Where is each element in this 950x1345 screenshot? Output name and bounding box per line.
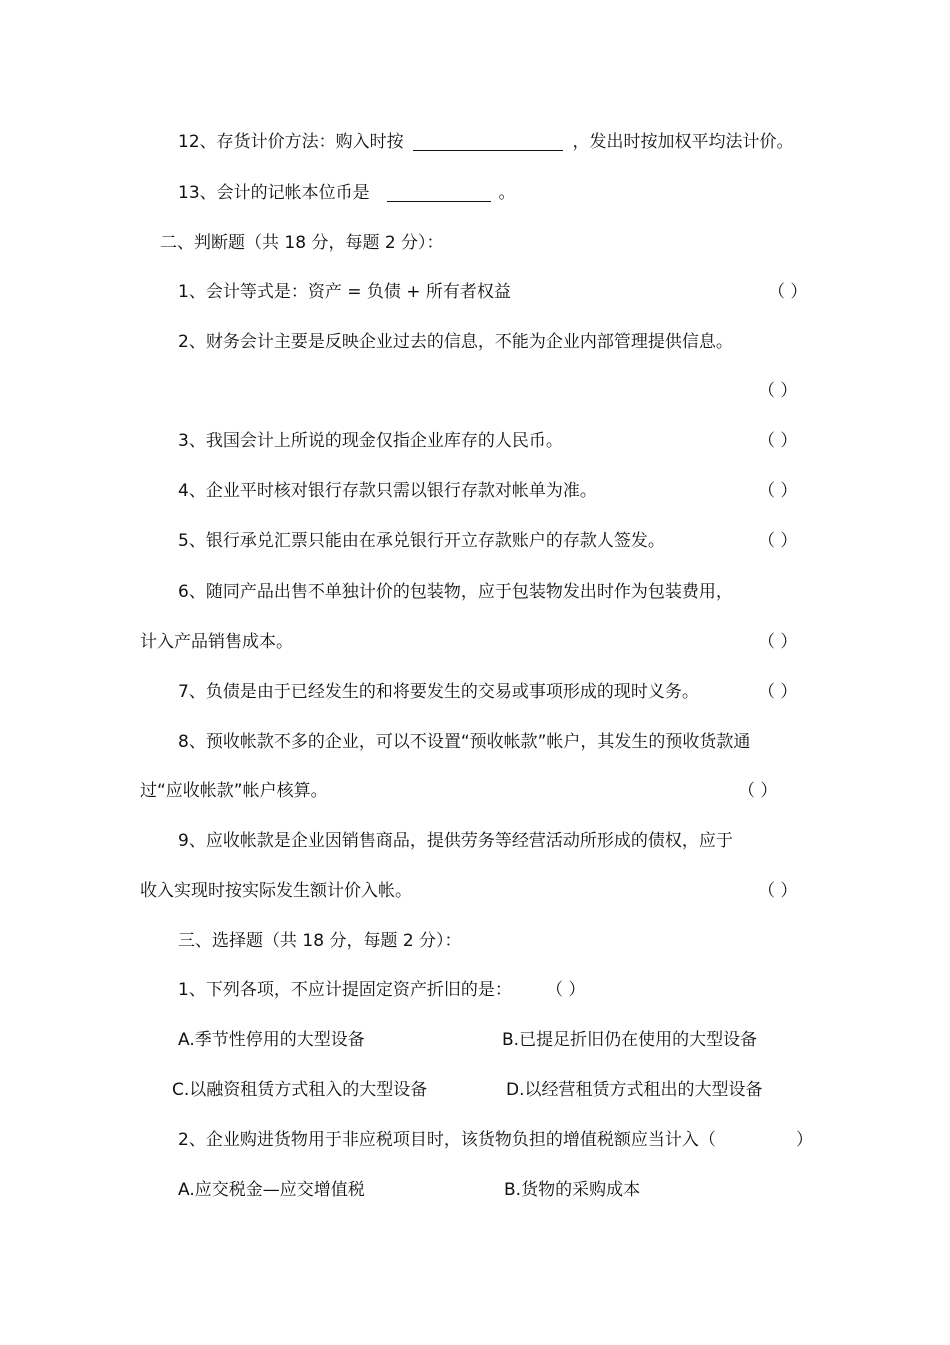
answer-parenthesis[interactable]: （ ） [768, 282, 808, 302]
question-12-text-after: ，发出时按加权平均法计价。 [572, 132, 794, 152]
choice-1-option-c[interactable]: C.以融资租赁方式租入的大型设备 [172, 1080, 428, 1100]
judgment-item-1: 1、会计等式是：资产 = 负债 + 所有者权益 [178, 282, 511, 302]
choice-1-option-d[interactable]: D.以经营租赁方式租出的大型设备 [506, 1080, 763, 1100]
judgment-item-2: 2、财务会计主要是反映企业过去的信息，不能为企业内部管理提供信息。 [178, 332, 733, 352]
answer-parenthesis[interactable]: （ ） [758, 632, 798, 652]
choice-question-2: 2、企业购进货物用于非应税项目时，该货物负担的增值税额应当计入（ [178, 1130, 716, 1150]
judgment-item-4: 4、企业平时核对银行存款只需以银行存款对帐单为准。 [178, 481, 597, 501]
choice-2-option-a[interactable]: A.应交税金—应交增值税 [178, 1180, 365, 1200]
question-12 [178, 131, 793, 153]
answer-parenthesis[interactable]: （ ） [758, 381, 798, 401]
section-heading-judgment: 二、判断题（共 18 分，每题 2 分）： [160, 233, 444, 253]
answer-parenthesis[interactable]: （ ） [758, 682, 798, 702]
judgment-item-8-continued: 过“应收帐款”帐户核算。 [140, 781, 328, 801]
section-heading-choice: 三、选择题（共 18 分，每题 2 分）： [178, 931, 462, 951]
question-13 [178, 182, 515, 204]
judgment-item-6: 6、随同产品出售不单独计价的包装物，应于包装物发出时作为包装费用， [178, 582, 733, 602]
answer-parenthesis[interactable]: （ ） [758, 481, 798, 501]
question-12-text-before: 12、存货计价方法：购入时按 [178, 132, 404, 152]
judgment-item-3: 3、我国会计上所说的现金仅指企业库存的人民币。 [178, 431, 563, 451]
choice-question-1: 1、下列各项，不应计提固定资产折旧的是： [178, 980, 512, 1000]
answer-blank[interactable] [413, 132, 563, 151]
question-13-text-before: 13、会计的记帐本位币是 [178, 183, 370, 203]
judgment-item-8: 8、预收帐款不多的企业，可以不设置“预收帐款”帐户，其发生的预收货款通 [178, 732, 751, 752]
answer-parenthesis[interactable]: （ ） [758, 531, 798, 551]
answer-blank[interactable] [387, 183, 491, 202]
answer-parenthesis[interactable]: （ ） [758, 431, 798, 451]
answer-parenthesis[interactable]: （ ） [738, 781, 778, 801]
answer-parenthesis-close[interactable]: ） [796, 1130, 813, 1150]
judgment-item-9-continued: 收入实现时按实际发生额计价入帐。 [140, 881, 412, 901]
judgment-item-5: 5、银行承兑汇票只能由在承兑银行开立存款账户的存款人签发。 [178, 531, 665, 551]
judgment-item-9: 9、应收帐款是企业因销售商品，提供劳务等经营活动所形成的债权，应于 [178, 831, 733, 851]
choice-2-option-b[interactable]: B.货物的采购成本 [504, 1180, 641, 1200]
choice-1-option-a[interactable]: A.季节性停用的大型设备 [178, 1030, 365, 1050]
answer-parenthesis[interactable]: （ ） [546, 980, 586, 1000]
choice-1-option-b[interactable]: B.已提足折旧仍在使用的大型设备 [502, 1030, 758, 1050]
judgment-item-7: 7、负债是由于已经发生的和将要发生的交易或事项形成的现时义务。 [178, 682, 699, 702]
judgment-item-6-continued: 计入产品销售成本。 [140, 632, 293, 652]
question-13-text-after: 。 [498, 183, 516, 203]
answer-parenthesis[interactable]: （ ） [758, 881, 798, 901]
